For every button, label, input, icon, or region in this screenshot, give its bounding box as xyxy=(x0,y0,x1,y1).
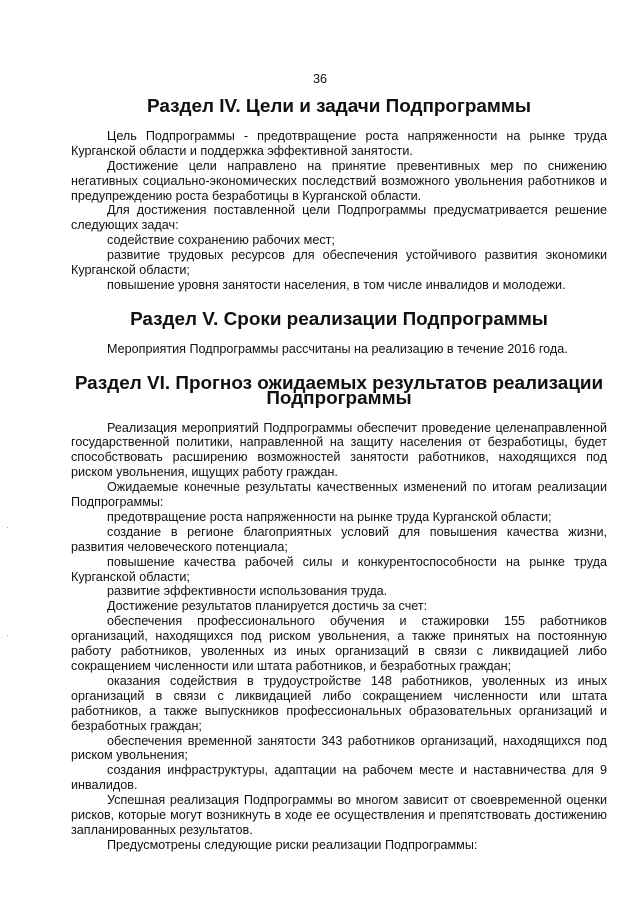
list-item: повышение качества рабочей силы и конкурентоспособности на рынке труда Курганской области; xyxy=(71,554,607,584)
section-5-heading: Раздел V. Сроки реализации Подпрограммы xyxy=(130,308,548,330)
paragraph: Ожидаемые конечные результаты качественных изменений по итогам реализации Подпрограммы: xyxy=(71,480,607,510)
list-item: оказания содействия в трудоустройстве 148 работников, уволенных из иных организаций в связи с ликвидацией либо сокращением численности или штата работников, а также выпускников профессиональных образовательных организаций и безработных граждан; xyxy=(71,673,607,733)
scan-edge-mark: · xyxy=(6,630,9,640)
paragraph: Реализация мероприятий Подпрограммы обеспечит проведение целенаправленной государственной политики, направленной на защиту населения от безработицы, будет способствовать расширению возможностей занятости работников, находящихся под риском увольнения, ищущих работу граждан. xyxy=(71,420,607,480)
paragraph: Мероприятия Подпрограммы рассчитаны на реализацию в течение 2016 года. xyxy=(107,341,568,356)
list-item: повышение уровня занятости населения, в том числе инвалидов и молодежи. xyxy=(107,277,566,292)
paragraph: Успешная реализация Подпрограммы во многом зависит от своевременной оценки рисков, которые могут возникнуть в ходе ее осуществления и препятствовать достижению запланированных результатов. xyxy=(71,793,607,837)
list-item: развитие эффективности использования труда. xyxy=(107,584,388,599)
scan-edge-mark: · xyxy=(6,522,9,532)
paragraph: Для достижения поставленной цели Подпрограммы предусматривается решение следующих задач: xyxy=(71,203,607,233)
paragraph: Цель Подпрограммы - предотвращение роста напряженности на рынке труда Курганской области и поддержка эффективной занятости. xyxy=(71,128,607,158)
paragraph: Достижение результатов планируется достичь за счет: xyxy=(107,599,428,614)
list-item: обеспечения профессионального обучения и стажировки 155 работников организаций, находящихся под риском увольнения, а также принятых на постоянную работу работников, уволенных из иных организаций в связи с ликвидацией либо сокращением численности или штата работников, и безработных граждан; xyxy=(71,614,607,673)
list-item: создание в регионе благоприятных условий для повышения качества жизни, развития человеческого потенциала; xyxy=(71,524,607,554)
list-item: предотвращение роста напряженности на рынке труда Курганской области; xyxy=(107,509,552,524)
paragraph: Предусмотрены следующие риски реализации Подпрограммы: xyxy=(107,837,478,852)
section-4-heading: Раздел IV. Цели и задачи Подпрограммы xyxy=(147,96,531,117)
section-6-heading: Раздел VI. Прогноз ожидаемых результатов реализации Подпрограммы xyxy=(74,372,604,409)
list-item: содействие сохранению рабочих мест; xyxy=(107,233,335,248)
document-body xyxy=(71,96,607,853)
list-item: создания инфраструктуры, адаптации на рабочем месте и наставничества для 9 инвалидов. xyxy=(71,763,607,793)
paragraph: Достижение цели направлено на принятие превентивных мер по снижению негативных социально-экономических последствий возможного увольнения работников и предупреждению роста безработицы в Курганской области. xyxy=(71,158,607,203)
list-item: развитие трудовых ресурсов для обеспечения устойчивого развития экономики Курганской области; xyxy=(71,248,607,278)
list-item: обеспечения временной занятости 343 работников организаций, находящихся под риском увольнения; xyxy=(71,733,607,763)
page-number: 36 xyxy=(312,72,327,86)
